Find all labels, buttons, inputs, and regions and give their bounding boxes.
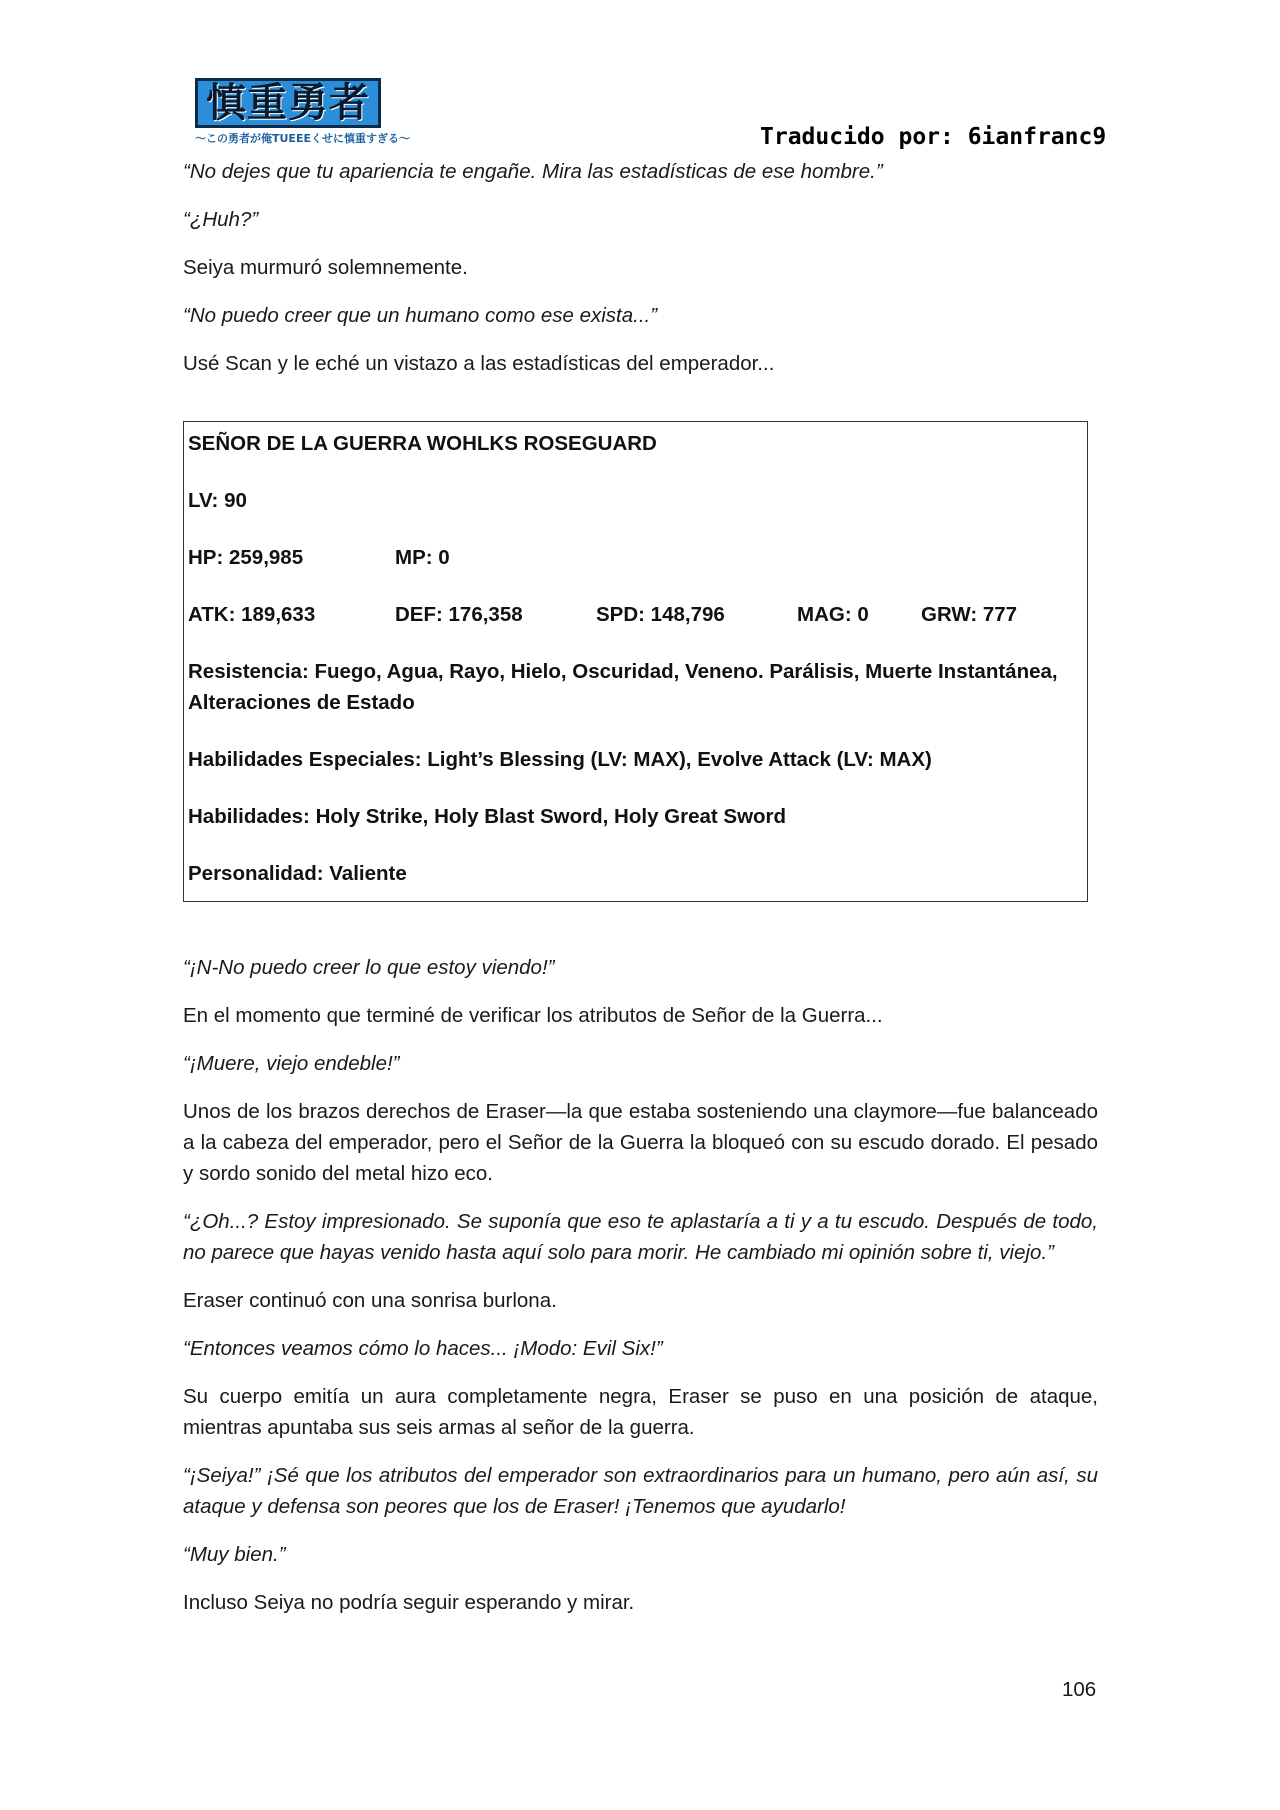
page-number: 106 bbox=[1062, 1678, 1097, 1701]
stat-def: DEF: 176,358 bbox=[395, 603, 523, 626]
logo-subtitle: 〜この勇者が俺TUEEEくせに慎重すぎる〜 bbox=[195, 132, 410, 145]
page-body bbox=[183, 156, 1098, 1635]
series-logo bbox=[195, 78, 410, 145]
paragraph: “¿Oh...? Estoy impresionado. Se suponía que eso te aplastaría a ti y a tu escudo. Después de todo, no parece que hayas venido hasta aquí solo para morir. He cambiado mi opinión sobre ti, viejo.” bbox=[183, 1210, 1098, 1264]
logo-title: 慎重勇者 bbox=[195, 78, 381, 128]
stat-level: LV: 90 bbox=[188, 489, 247, 512]
stat-personality: Personalidad: Valiente bbox=[188, 862, 407, 885]
stat-special-skills: Habilidades Especiales: Light’s Blessing (LV: MAX), Evolve Attack (LV: MAX) bbox=[188, 748, 932, 771]
paragraph: Unos de los brazos derechos de Eraser—la que estaba sosteniendo una claymore—fue balanceado a la cabeza del emperador, pero el Señor de la Guerra la bloqueó con su escudo dorado. El pesado y sordo sonido del metal hizo eco. bbox=[183, 1100, 1098, 1185]
paragraph: En el momento que terminé de verificar los atributos de Señor de la Guerra... bbox=[183, 1004, 883, 1027]
stat-atk: ATK: 189,633 bbox=[188, 603, 316, 626]
paragraph: Usé Scan y le eché un vistazo a las estadísticas del emperador... bbox=[183, 352, 775, 375]
stat-row-hp-mp bbox=[188, 542, 1083, 573]
paragraph: “Entonces veamos cómo lo haces... ¡Modo: Evil Six!” bbox=[183, 1337, 663, 1360]
paragraph: Incluso Seiya no podría seguir esperando y mirar. bbox=[183, 1591, 635, 1614]
stat-mp: MP: 0 bbox=[395, 546, 450, 569]
paragraph: “Muy bien.” bbox=[183, 1543, 286, 1566]
paragraph: “No dejes que tu apariencia te engañe. Mira las estadísticas de ese hombre.” bbox=[183, 160, 883, 183]
stat-skills: Habilidades: Holy Strike, Holy Blast Sword, Holy Great Sword bbox=[188, 805, 787, 828]
paragraph: “¡Muere, viejo endeble!” bbox=[183, 1052, 400, 1075]
stat-grw: GRW: 777 bbox=[921, 603, 1018, 626]
paragraphs-after bbox=[183, 952, 1098, 1618]
paragraph: Eraser continuó con una sonrisa burlona. bbox=[183, 1289, 557, 1312]
status-box bbox=[183, 421, 1088, 902]
paragraph: “¿Huh?” bbox=[183, 208, 259, 231]
paragraph: Seiya murmuró solemnemente. bbox=[183, 256, 468, 279]
stat-resistance: Resistencia: Fuego, Agua, Rayo, Hielo, Oscuridad, Veneno. Parálisis, Muerte Instantánea, Alteraciones de Estado bbox=[188, 660, 1058, 714]
paragraphs-before bbox=[183, 156, 1098, 379]
stat-row-attributes bbox=[188, 599, 1083, 630]
stat-mag: MAG: 0 bbox=[797, 603, 869, 626]
translator-credit: Traducido por: 6ianfranc9 bbox=[760, 124, 1107, 150]
stat-spd: SPD: 148,796 bbox=[596, 603, 725, 626]
stat-hp: HP: 259,985 bbox=[188, 546, 304, 569]
paragraph: “¡N-No puedo creer lo que estoy viendo!” bbox=[183, 956, 555, 979]
paragraph: “No puedo creer que un humano como ese exista...” bbox=[183, 304, 658, 327]
paragraph: Su cuerpo emitía un aura completamente negra, Eraser se puso en una posición de ataque, mientras apuntaba sus seis armas al señor de la guerra. bbox=[183, 1385, 1098, 1439]
paragraph: “¡Seiya!” ¡Sé que los atributos del emperador son extraordinarios para un humano, pero aún así, su ataque y defensa son peores que los de Eraser! ¡Tenemos que ayudarlo! bbox=[183, 1464, 1098, 1518]
stat-name: SEÑOR DE LA GUERRA WOHLKS ROSEGUARD bbox=[188, 432, 657, 455]
